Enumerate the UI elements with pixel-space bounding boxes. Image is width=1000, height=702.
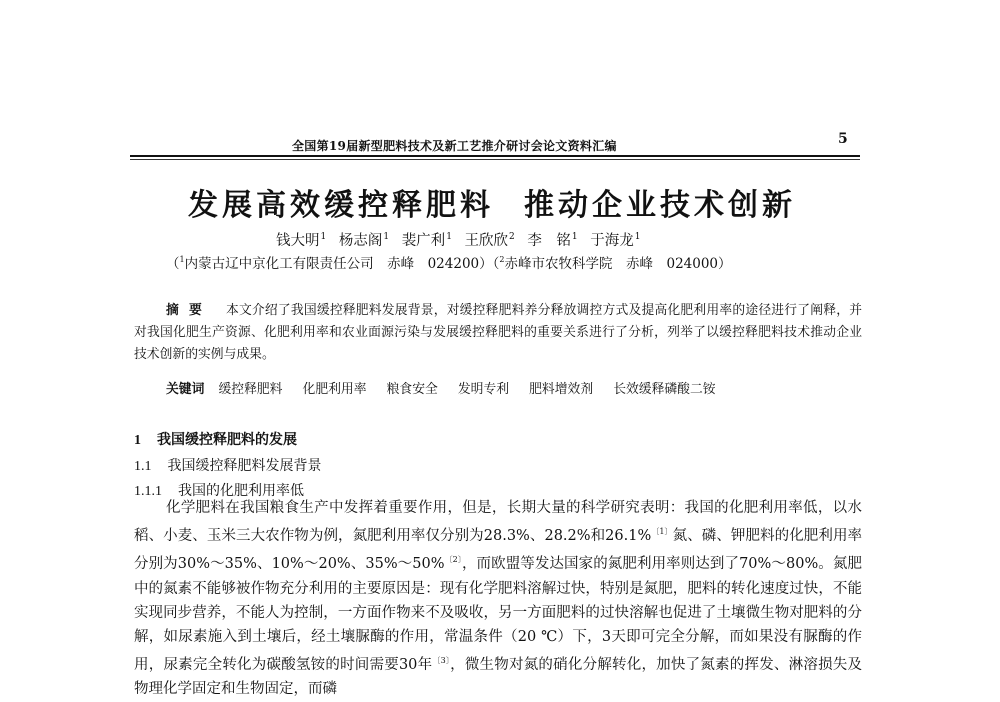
author: 王欣欣$^2$: [464, 232, 515, 249]
running-header: 全国第19届新型肥料技术及新工艺推介研讨会论文资料汇编: [292, 139, 617, 153]
abstract-text: 本文介绍了我国缓控释肥料发展背景，对缓控释肥料养分释放调控方式及提高化肥利用率的途径进行了阐释，并对我国化肥生产资源、化肥利用率和农业面源污染与发展缓控释肥料的重要关系进行了分析，列举了以缓控释肥料技术推动企业技术创新的实例与成果。: [134, 303, 863, 362]
keywords: [166, 378, 732, 397]
abstract-label: 摘要: [166, 303, 212, 318]
header-rule: [130, 155, 860, 157]
affiliations: （$^1$内蒙古辽中京化工有限责任公司 赤峰 024200）（$^2$赤峰市农牧科学院 赤峰 024000）: [166, 255, 732, 272]
body-paragraph: 化学肥料在我国粮食生产中发挥着重要作用，但是，长期大量的科学研究表明：我国的化肥利用率低，以水稻、小麦、玉米三大农作物为例，氮肥利用率仅分别为28.3%、28.2%和26.1%$^{〔1〕}$氮、磷、钾肥料的化肥利用率分别为30%～35%、10%～20%、35%～50%$^{〔2〕}$，而欧盟等发达国家的氮肥利用率则达到了70%～80%。氮肥中的氮素不能够被作物充分利用的主要原因是：现有化学肥料溶解过快，特别是氮肥，肥料的转化速度过快，不能实现同步营养，不能人为控制，一方面作物来不及吸收，另一方面肥料的过快溶解也促进了土壤微生物对肥料的分解，如尿素施入到土壤后，经土壤脲酶的作用，常温条件（20 ℃）下，3天即可完全分解，而如果没有脲酶的作用，尿素完全转化为碳酸氢铵的时间需要30年$^{〔3〕}$，微生物对氮的硝化分解转化，加快了氮素的挥发、淋溶损失及物理化学固定和生物固定，而磷: [134, 500, 863, 698]
citation: 〔3〕: [432, 656, 451, 666]
citation: 〔2〕: [444, 555, 462, 565]
affiliation-2: 赤峰市农牧科学院 赤峰 024000）: [504, 256, 732, 272]
author: 李 铭$^1$: [527, 232, 578, 249]
paper-title: [188, 180, 828, 224]
section-heading-1: 1 我国缓控释肥料的发展: [134, 432, 297, 448]
abstract: [134, 300, 862, 366]
section-heading-1-1-1: 1.1.1 我国的化肥利用率低: [134, 483, 304, 499]
keyword: 粮食安全: [386, 382, 438, 397]
affiliation-1: 内蒙古辽中京化工有限责任公司 赤峰 024200）（: [184, 256, 500, 272]
page-number: 5: [838, 131, 848, 147]
author: 裴广利$^1$: [401, 232, 452, 249]
author-list: [276, 229, 648, 250]
author: 杨志阁$^1$: [338, 232, 390, 249]
keywords-label: 关键词: [166, 382, 205, 397]
header-rule-thin: [130, 159, 860, 160]
title-part-1: 发展高效缓控释肥料: [188, 188, 494, 223]
title-part-2: 推动企业技术创新: [524, 188, 796, 223]
author: 于海龙$^1$: [590, 232, 641, 249]
keyword: 长效缓释磷酸二铵: [613, 382, 716, 397]
keyword: 化肥利用率: [302, 382, 367, 397]
keyword: 发明专利: [457, 382, 510, 397]
citation: 〔1〕: [651, 527, 673, 537]
keyword: 缓控释肥料: [218, 382, 283, 397]
keyword: 肥料增效剂: [529, 382, 594, 397]
author: 钱大明$^1$: [276, 232, 327, 249]
section-heading-1-1: 1.1 我国缓控释肥料发展背景: [134, 458, 322, 474]
